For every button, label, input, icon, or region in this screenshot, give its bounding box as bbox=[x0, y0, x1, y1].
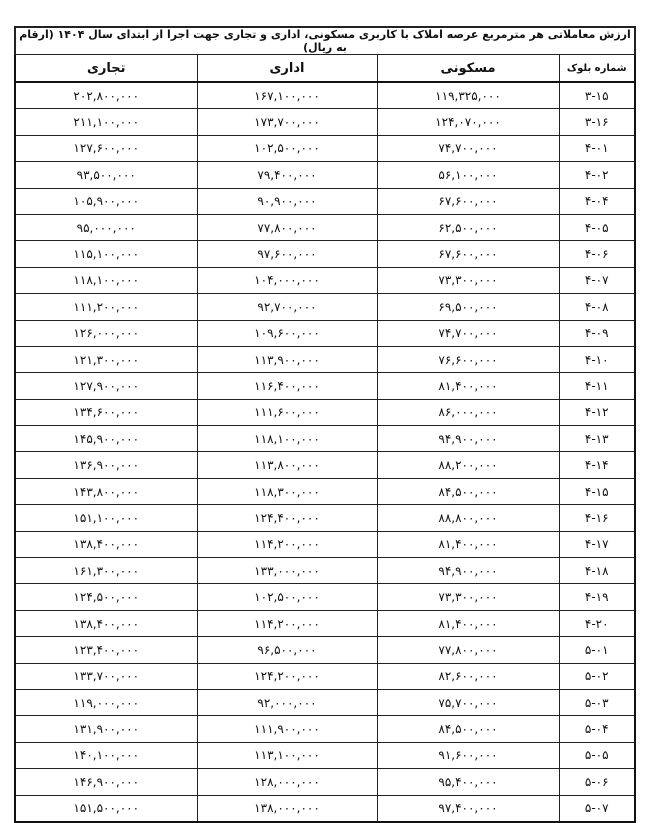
table-row bbox=[15, 135, 635, 161]
block-cell: ۴-۱۰ bbox=[559, 346, 635, 372]
table-row bbox=[15, 188, 635, 214]
commercial-cell: ۹۵,۰۰۰,۰۰۰ bbox=[15, 214, 197, 240]
administrative-cell: ۱۱۳,۱۰۰,۰۰۰ bbox=[197, 742, 377, 768]
table-row bbox=[15, 716, 635, 742]
header-block-number: شماره بلوک bbox=[559, 55, 635, 83]
residential-cell: ۶۷,۶۰۰,۰۰۰ bbox=[377, 188, 559, 214]
residential-cell: ۹۵,۴۰۰,۰۰۰ bbox=[377, 769, 559, 795]
administrative-cell: ۱۰۲,۵۰۰,۰۰۰ bbox=[197, 584, 377, 610]
administrative-cell: ۱۱۳,۸۰۰,۰۰۰ bbox=[197, 452, 377, 478]
residential-cell: ۶۹,۵۰۰,۰۰۰ bbox=[377, 294, 559, 320]
table-row bbox=[15, 82, 635, 109]
block-cell: ۵-۰۲ bbox=[559, 663, 635, 689]
residential-cell: ۸۸,۸۰۰,۰۰۰ bbox=[377, 505, 559, 531]
administrative-cell: ۱۳۳,۰۰۰,۰۰۰ bbox=[197, 558, 377, 584]
block-cell: ۴-۱۸ bbox=[559, 558, 635, 584]
administrative-cell: ۹۲,۰۰۰,۰۰۰ bbox=[197, 689, 377, 715]
table-body bbox=[15, 82, 635, 822]
residential-cell: ۶۲,۵۰۰,۰۰۰ bbox=[377, 214, 559, 240]
residential-cell: ۷۳,۳۰۰,۰۰۰ bbox=[377, 584, 559, 610]
commercial-cell: ۱۴۳,۸۰۰,۰۰۰ bbox=[15, 478, 197, 504]
block-cell: ۴-۱۲ bbox=[559, 399, 635, 425]
residential-cell: ۸۸,۲۰۰,۰۰۰ bbox=[377, 452, 559, 478]
block-cell: ۵-۰۷ bbox=[559, 795, 635, 822]
commercial-cell: ۱۳۳,۷۰۰,۰۰۰ bbox=[15, 663, 197, 689]
commercial-cell: ۱۱۵,۱۰۰,۰۰۰ bbox=[15, 241, 197, 267]
administrative-cell: ۱۱۶,۴۰۰,۰۰۰ bbox=[197, 373, 377, 399]
commercial-cell: ۱۰۵,۹۰۰,۰۰۰ bbox=[15, 188, 197, 214]
block-cell: ۴-۱۶ bbox=[559, 505, 635, 531]
administrative-cell: ۱۱۳,۹۰۰,۰۰۰ bbox=[197, 346, 377, 372]
block-cell: ۴-۰۸ bbox=[559, 294, 635, 320]
block-cell: ۵-۰۴ bbox=[559, 716, 635, 742]
commercial-cell: ۱۲۴,۵۰۰,۰۰۰ bbox=[15, 584, 197, 610]
administrative-cell: ۹۷,۶۰۰,۰۰۰ bbox=[197, 241, 377, 267]
table-row bbox=[15, 294, 635, 320]
commercial-cell: ۱۵۱,۵۰۰,۰۰۰ bbox=[15, 795, 197, 822]
administrative-cell: ۱۲۴,۲۰۰,۰۰۰ bbox=[197, 663, 377, 689]
table-row bbox=[15, 531, 635, 557]
administrative-cell: ۱۱۸,۳۰۰,۰۰۰ bbox=[197, 478, 377, 504]
block-cell: ۴-۱۵ bbox=[559, 478, 635, 504]
table-row bbox=[15, 558, 635, 584]
block-cell: ۵-۰۶ bbox=[559, 769, 635, 795]
commercial-cell: ۱۴۵,۹۰۰,۰۰۰ bbox=[15, 426, 197, 452]
administrative-cell: ۹۶,۵۰۰,۰۰۰ bbox=[197, 637, 377, 663]
residential-cell: ۵۶,۱۰۰,۰۰۰ bbox=[377, 162, 559, 188]
residential-cell: ۹۱,۶۰۰,۰۰۰ bbox=[377, 742, 559, 768]
residential-cell: ۷۵,۷۰۰,۰۰۰ bbox=[377, 689, 559, 715]
table-row bbox=[15, 452, 635, 478]
value-table-sheet bbox=[14, 26, 634, 823]
block-cell: ۴-۰۹ bbox=[559, 320, 635, 346]
table-row bbox=[15, 663, 635, 689]
commercial-cell: ۱۳۸,۴۰۰,۰۰۰ bbox=[15, 531, 197, 557]
residential-cell: ۱۲۴,۰۷۰,۰۰۰ bbox=[377, 109, 559, 135]
block-cell: ۴-۱۴ bbox=[559, 452, 635, 478]
residential-cell: ۹۷,۴۰۰,۰۰۰ bbox=[377, 795, 559, 822]
commercial-cell: ۱۲۶,۰۰۰,۰۰۰ bbox=[15, 320, 197, 346]
block-cell: ۴-۰۵ bbox=[559, 214, 635, 240]
commercial-cell: ۱۴۰,۱۰۰,۰۰۰ bbox=[15, 742, 197, 768]
residential-cell: ۸۱,۴۰۰,۰۰۰ bbox=[377, 610, 559, 636]
residential-cell: ۹۴,۹۰۰,۰۰۰ bbox=[377, 426, 559, 452]
administrative-cell: ۱۰۲,۵۰۰,۰۰۰ bbox=[197, 135, 377, 161]
table-row bbox=[15, 109, 635, 135]
commercial-cell: ۱۱۱,۲۰۰,۰۰۰ bbox=[15, 294, 197, 320]
administrative-cell: ۱۲۴,۴۰۰,۰۰۰ bbox=[197, 505, 377, 531]
commercial-cell: ۱۳۸,۴۰۰,۰۰۰ bbox=[15, 610, 197, 636]
table-row bbox=[15, 320, 635, 346]
block-cell: ۴-۱۳ bbox=[559, 426, 635, 452]
residential-cell: ۶۷,۶۰۰,۰۰۰ bbox=[377, 241, 559, 267]
table-row bbox=[15, 267, 635, 293]
administrative-cell: ۹۰,۹۰۰,۰۰۰ bbox=[197, 188, 377, 214]
block-cell: ۴-۰۱ bbox=[559, 135, 635, 161]
property-value-table bbox=[14, 26, 636, 823]
table-row bbox=[15, 742, 635, 768]
commercial-cell: ۲۰۲,۸۰۰,۰۰۰ bbox=[15, 82, 197, 109]
administrative-cell: ۱۱۴,۲۰۰,۰۰۰ bbox=[197, 610, 377, 636]
administrative-cell: ۱۶۷,۱۰۰,۰۰۰ bbox=[197, 82, 377, 109]
table-row bbox=[15, 241, 635, 267]
table-title: ارزش معاملاتی هر مترمربع عرصه املاک با کاربری مسکونی، اداری و تجاری جهت اجرا از ابتدای سال ۱۴۰۴ (ارقام به ریال) bbox=[15, 27, 635, 55]
residential-cell: ۸۴,۵۰۰,۰۰۰ bbox=[377, 716, 559, 742]
header-residential: مسکونی bbox=[377, 55, 559, 83]
commercial-cell: ۱۲۷,۶۰۰,۰۰۰ bbox=[15, 135, 197, 161]
residential-cell: ۱۱۹,۳۲۵,۰۰۰ bbox=[377, 82, 559, 109]
commercial-cell: ۹۳,۵۰۰,۰۰۰ bbox=[15, 162, 197, 188]
residential-cell: ۷۶,۶۰۰,۰۰۰ bbox=[377, 346, 559, 372]
commercial-cell: ۱۴۶,۹۰۰,۰۰۰ bbox=[15, 769, 197, 795]
residential-cell: ۷۴,۷۰۰,۰۰۰ bbox=[377, 135, 559, 161]
administrative-cell: ۹۲,۷۰۰,۰۰۰ bbox=[197, 294, 377, 320]
header-commercial: تجاری bbox=[15, 55, 197, 83]
table-row bbox=[15, 689, 635, 715]
commercial-cell: ۱۲۳,۴۰۰,۰۰۰ bbox=[15, 637, 197, 663]
residential-cell: ۸۱,۴۰۰,۰۰۰ bbox=[377, 531, 559, 557]
table-row bbox=[15, 478, 635, 504]
table-row bbox=[15, 637, 635, 663]
block-cell: ۴-۰۲ bbox=[559, 162, 635, 188]
commercial-cell: ۱۱۸,۱۰۰,۰۰۰ bbox=[15, 267, 197, 293]
block-cell: ۴-۰۴ bbox=[559, 188, 635, 214]
commercial-cell: ۱۵۱,۱۰۰,۰۰۰ bbox=[15, 505, 197, 531]
administrative-cell: ۷۹,۴۰۰,۰۰۰ bbox=[197, 162, 377, 188]
commercial-cell: ۱۱۹,۰۰۰,۰۰۰ bbox=[15, 689, 197, 715]
block-cell: ۴-۰۶ bbox=[559, 241, 635, 267]
administrative-cell: ۱۰۴,۰۰۰,۰۰۰ bbox=[197, 267, 377, 293]
table-row bbox=[15, 346, 635, 372]
table-row bbox=[15, 769, 635, 795]
administrative-cell: ۱۲۸,۰۰۰,۰۰۰ bbox=[197, 769, 377, 795]
administrative-cell: ۱۱۱,۹۰۰,۰۰۰ bbox=[197, 716, 377, 742]
administrative-cell: ۱۱۴,۲۰۰,۰۰۰ bbox=[197, 531, 377, 557]
block-cell: ۵-۰۳ bbox=[559, 689, 635, 715]
table-row bbox=[15, 162, 635, 188]
residential-cell: ۷۷,۸۰۰,۰۰۰ bbox=[377, 637, 559, 663]
block-cell: ۴-۱۷ bbox=[559, 531, 635, 557]
block-cell: ۳-۱۵ bbox=[559, 82, 635, 109]
block-cell: ۴-۱۱ bbox=[559, 373, 635, 399]
commercial-cell: ۱۶۱,۳۰۰,۰۰۰ bbox=[15, 558, 197, 584]
residential-cell: ۸۲,۶۰۰,۰۰۰ bbox=[377, 663, 559, 689]
commercial-cell: ۱۳۴,۶۰۰,۰۰۰ bbox=[15, 399, 197, 425]
commercial-cell: ۱۳۱,۹۰۰,۰۰۰ bbox=[15, 716, 197, 742]
table-row bbox=[15, 610, 635, 636]
commercial-cell: ۱۲۱,۳۰۰,۰۰۰ bbox=[15, 346, 197, 372]
commercial-cell: ۱۲۷,۹۰۰,۰۰۰ bbox=[15, 373, 197, 399]
administrative-cell: ۷۷,۸۰۰,۰۰۰ bbox=[197, 214, 377, 240]
block-cell: ۳-۱۶ bbox=[559, 109, 635, 135]
administrative-cell: ۱۱۱,۶۰۰,۰۰۰ bbox=[197, 399, 377, 425]
table-row bbox=[15, 505, 635, 531]
block-cell: ۴-۰۷ bbox=[559, 267, 635, 293]
table-row bbox=[15, 584, 635, 610]
administrative-cell: ۱۰۹,۶۰۰,۰۰۰ bbox=[197, 320, 377, 346]
residential-cell: ۸۱,۴۰۰,۰۰۰ bbox=[377, 373, 559, 399]
block-cell: ۵-۰۵ bbox=[559, 742, 635, 768]
table-row bbox=[15, 795, 635, 822]
commercial-cell: ۱۳۶,۹۰۰,۰۰۰ bbox=[15, 452, 197, 478]
block-cell: ۵-۰۱ bbox=[559, 637, 635, 663]
administrative-cell: ۱۷۳,۷۰۰,۰۰۰ bbox=[197, 109, 377, 135]
block-cell: ۴-۲۰ bbox=[559, 610, 635, 636]
table-row bbox=[15, 426, 635, 452]
residential-cell: ۸۶,۰۰۰,۰۰۰ bbox=[377, 399, 559, 425]
residential-cell: ۷۳,۳۰۰,۰۰۰ bbox=[377, 267, 559, 293]
table-row bbox=[15, 214, 635, 240]
residential-cell: ۸۴,۵۰۰,۰۰۰ bbox=[377, 478, 559, 504]
table-row bbox=[15, 373, 635, 399]
residential-cell: ۷۴,۷۰۰,۰۰۰ bbox=[377, 320, 559, 346]
table-row bbox=[15, 399, 635, 425]
administrative-cell: ۱۳۸,۰۰۰,۰۰۰ bbox=[197, 795, 377, 822]
block-cell: ۴-۱۹ bbox=[559, 584, 635, 610]
residential-cell: ۹۴,۹۰۰,۰۰۰ bbox=[377, 558, 559, 584]
commercial-cell: ۲۱۱,۱۰۰,۰۰۰ bbox=[15, 109, 197, 135]
administrative-cell: ۱۱۸,۱۰۰,۰۰۰ bbox=[197, 426, 377, 452]
header-administrative: اداری bbox=[197, 55, 377, 83]
